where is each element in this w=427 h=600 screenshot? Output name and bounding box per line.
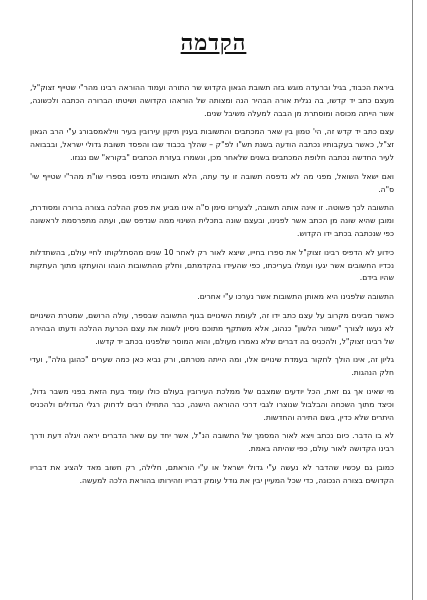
paragraph: ביראת הכבוד, בגיל וברעדה מוגש בזה תשובת הגאון הקדוש שר התורה ועמוד ההוראה רבינו מהר"י שטייף זצוק"ל, מעצם כתב יד קדשו, בה נגלית אורה הבהיר הנה ומצותה של הוראהו הקדושה ושיטתו הברורה הכתבה ולכשונה, אשר הייתה מכוסה ומוסתרת מן הבבה למעלה משיבל שנים. — [30, 83, 394, 118]
paragraph: ואם ישאל השואל, מפני מה לא נדפסה תשובה זו עד עתה, הלא תשובותיו נדפסו בספרי שו"ת מהר"י שטייף שי' ס"ה. — [30, 171, 394, 194]
paragraph: כאשר מבינים מקרוב על עצם כתב ידו זה, לעומת השינויים בגוף התשובה שבספר, עולה הרושם, שמטרת השינויים לא נעשו לצורך "ישמור הלשון" כנהוג, אלא משתקף מתוכם ניסיון לשנות את עצם הכרעת ההלכה ודעתו הבהירה של רבינו זצוק"ל, ולהכניס בה דברים שלא נאמרו מעולם, והוא המוסר שלפנינו בכתב יד קדשו. — [30, 310, 394, 346]
paragraph: התשובה לכך פשוטה. זו אינה אותה תשובה, לצערינו סימן ס"ה אינו מביע את פסק ההלכה בצורה ברורה ומסודרת, ומובן שהיא שונה מן הכתב אשר לפנינו, ובעצם שונה בתכלית השינוי ממה שנדפס שם, ועתה מתפרסמת לראשונה כפי שנכתבה בכתב ידו הקדוש. — [30, 203, 394, 238]
paragraph: גליון זה, אינו הולך לחקור בעמדת שינויים אלו, ומה הייתה מטרתם, ורק נביא כאן כמה שערים "כהוגן גולה", ועדי חלק הנהגות. — [30, 355, 394, 378]
page-title: הקדמה — [180, 30, 247, 56]
paragraph: התשובה שלפנינו היא מאותן התשובות אשר נערכו ע"י אחרים. — [197, 292, 394, 302]
paragraph: עצם כתב יד קדש זה, הי' טמון בין שאר המכתבים והתשובות בענין תיקון עירובין בעיר ווילאמסבורג ע"י הרב הגאון זצ"ל, כאשר בעקבותיו נכתבה הודעה בשנת תש"ו לפ"ק – שהלך בכבוד שבו והפסד תשובת גדולי ישראל, ובבבואה לעיר החדשה נכתבה חלופת המכתבים בשנים שלאחר מכן, ונשמרו בעזרת הכתבים "בקורא" שם נגנזו. — [30, 127, 394, 162]
body-text — [30, 82, 394, 494]
paragraph: לא בו הדבר. כיום נכתב ויצא לאור המסמך של התשובה הנ"ל, אשר יחד עם שאר הדברים יראה ויגלה דעת ודרך רבינו הקדושה לאור עולם, כפי שהיתה באמת. — [30, 431, 394, 454]
paragraph: כמובן גם עכשיו שהדבר לא נעשה ע"י גדולי ישראל או ע"י הוראתם, חלילה, רק חשוב מאד להציג את דבריו הקדושים בצורה הנכונה, כדי שכל המעיין יבין את גודל עומק דבריו וזהירותו בהוראת הלכה למעשה. — [30, 462, 394, 485]
paragraph: כידוע לא הדפיס רבינו זצוק"ל את ספרו בחייו, שיצא לאור רק לאחר 10 שנים מהסתלקותו לחיי עולם, בהשתדלות נכדיו החשובים אשר יגעו ועמלו בעריכתו, כפי שהעידו בהקדמתם, וחלק מהתשובות הוגהו והועתקו מתוך העתקות שהיו בידם. — [30, 247, 394, 283]
page-edge-divider — [412, 0, 413, 600]
paragraph: מי שאינו אך גם זאת, הכל יודעים שמצבם של ממלכת העירובין בעולם כולו עומד בעת הזאת בפני משבר גדול, וכיצד מתוך השכחה והבלבול שנוצרו לגבי דרכי ההוראה הישנה, כבר התחילו רבים לדחוק רגלי הגדולים ולהכניס היתרים שלא כדין, בשם התירה והחדשות. — [30, 386, 394, 422]
